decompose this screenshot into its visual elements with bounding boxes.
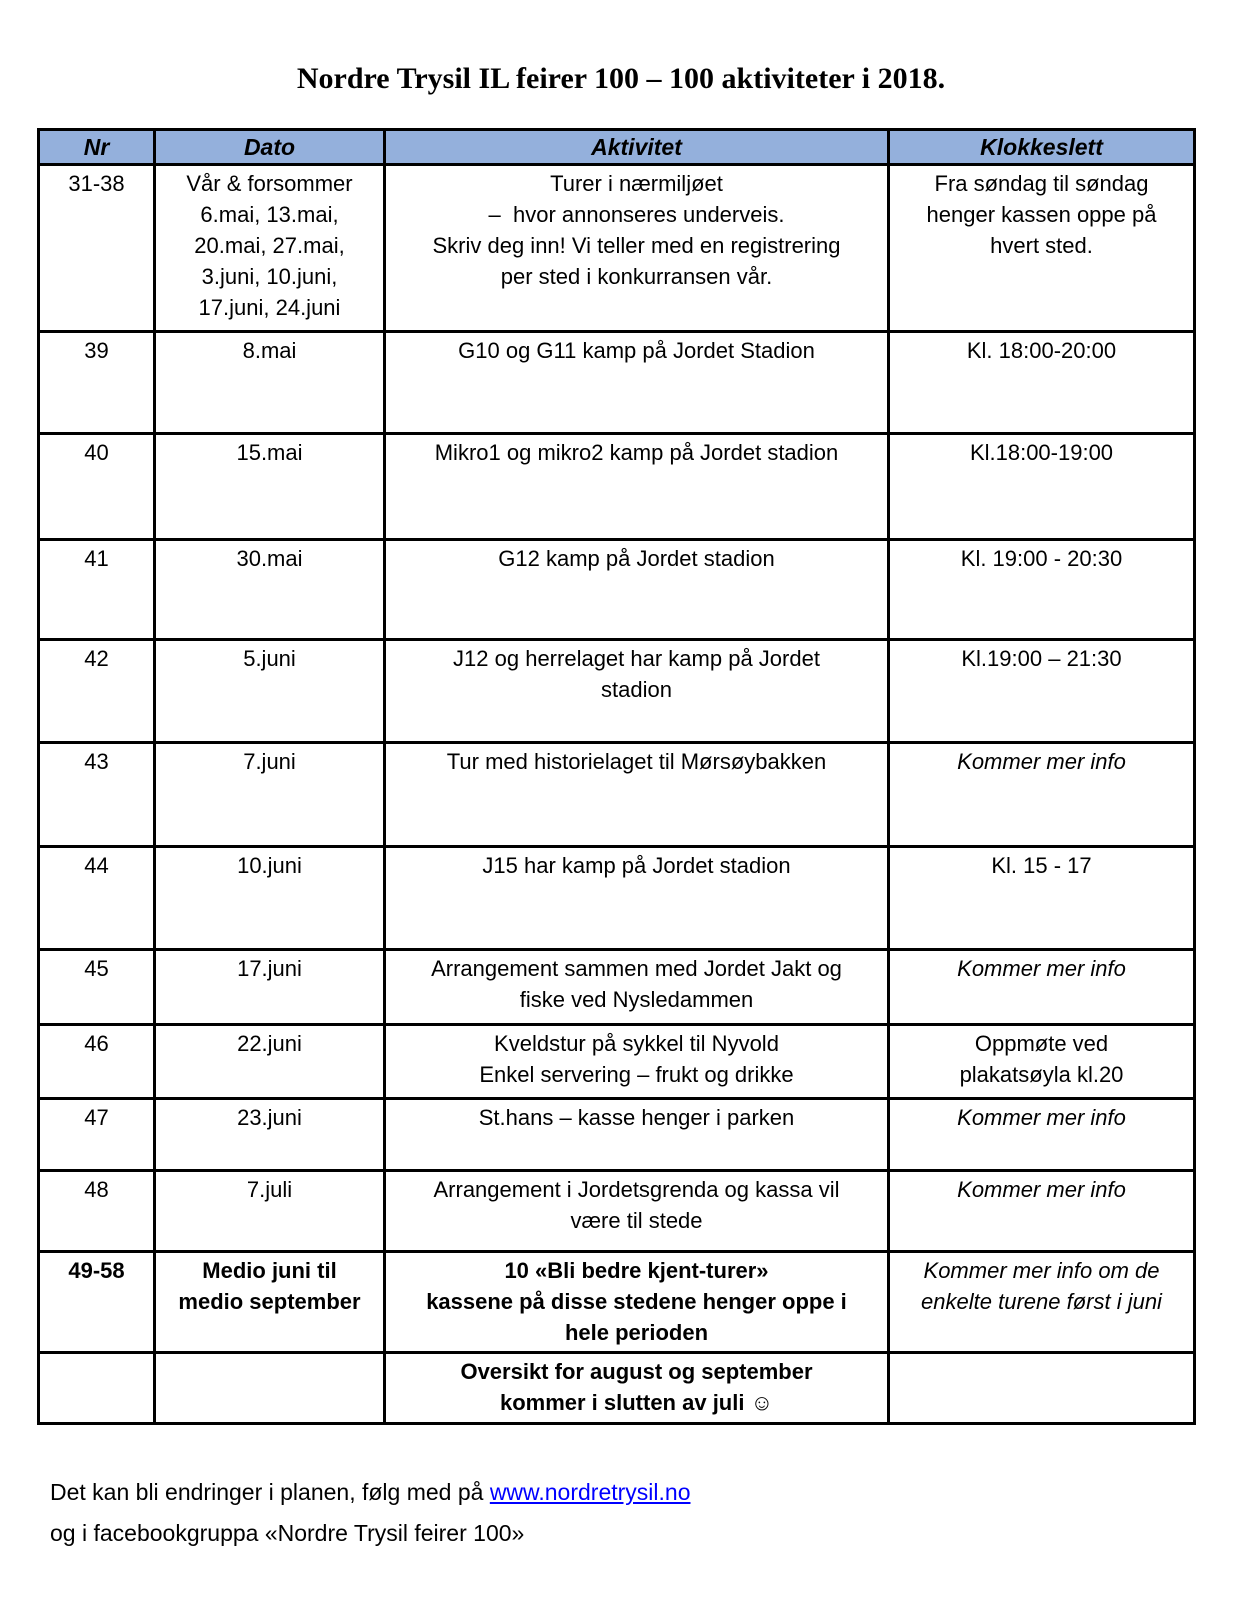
cell-dato (155, 540, 385, 640)
nordretrysil-link[interactable]: www.nordretrysil.no (489, 1479, 691, 1505)
table-row (39, 1353, 1195, 1424)
cell-klokkeslett (889, 1025, 1195, 1099)
text-line: Skriv deg inn! Vi teller med en registrering (432, 233, 841, 258)
cell-dato (155, 1353, 385, 1424)
cell-nr (39, 1353, 155, 1424)
text-line: Enkel servering – frukt og drikke (479, 1062, 794, 1087)
footer-note (50, 1472, 691, 1554)
cell-dato (155, 640, 385, 743)
text-line: Mikro1 og mikro2 kamp på Jordet stadion (434, 440, 839, 465)
text-line: J12 og herrelaget har kamp på Jordet (453, 646, 820, 671)
text-line: 39 (84, 338, 109, 363)
text-line: Kommer mer info om de (923, 1258, 1160, 1283)
cell-dato (155, 332, 385, 434)
cell-dato (155, 950, 385, 1025)
text-line: Kommer mer info (957, 749, 1126, 774)
cell-klokkeslett (889, 1252, 1195, 1353)
text-line: per sted i konkurransen vår. (500, 264, 773, 289)
table-row (39, 1171, 1195, 1252)
cell-klokkeslett (889, 165, 1195, 332)
text-line: 42 (84, 646, 109, 671)
page-title: Nordre Trysil IL feirer 100 – 100 aktiviteter i 2018. (296, 62, 946, 95)
cell-aktivitet (385, 640, 889, 743)
text-line: være til stede (570, 1208, 703, 1233)
text-line: Fra søndag til søndag (934, 171, 1149, 196)
footer-line-2: og i facebookgruppa «Nordre Trysil feirer 100» (50, 1520, 525, 1546)
table-row (39, 1025, 1195, 1099)
cell-dato (155, 165, 385, 332)
cell-nr (39, 434, 155, 540)
text-line: 17.juni (237, 956, 302, 981)
text-line: 7.juni (243, 749, 296, 774)
table-row (39, 540, 1195, 640)
text-line: 48 (84, 1177, 109, 1202)
text-line: enkelte turene først i juni (921, 1289, 1162, 1314)
text-line: 7.juli (246, 1177, 293, 1202)
table-row (39, 1252, 1195, 1353)
text-line: G10 og G11 kamp på Jordet Stadion (458, 338, 815, 363)
cell-aktivitet (385, 332, 889, 434)
text-line: fiske ved Nysledammen (519, 987, 754, 1012)
footer-line-1 (50, 1472, 691, 1513)
text-line: 49-58 (68, 1258, 125, 1283)
text-line: St.hans – kasse henger i parken (478, 1105, 795, 1130)
text-line: Kl. 15 - 17 (991, 853, 1092, 878)
cell-dato (155, 1025, 385, 1099)
cell-dato (155, 1099, 385, 1171)
text-line: 10.juni (237, 853, 302, 878)
text-line: 44 (84, 853, 109, 878)
cell-klokkeslett (889, 434, 1195, 540)
text-line: 46 (84, 1031, 109, 1056)
cell-klokkeslett (889, 332, 1195, 434)
cell-nr (39, 743, 155, 847)
text-line: G12 kamp på Jordet stadion (498, 546, 775, 571)
cell-klokkeslett (889, 1099, 1195, 1171)
cell-nr (39, 847, 155, 950)
cell-aktivitet (385, 743, 889, 847)
text-line: Kommer mer info (957, 1177, 1126, 1202)
text-line: 22.juni (237, 1031, 302, 1056)
text-line: 6.mai, 13.mai, (200, 202, 339, 227)
text-line: kommer i slutten av juli ☺ (499, 1390, 774, 1415)
text-line: 47 (84, 1105, 109, 1130)
text-line: 31-38 (68, 171, 125, 196)
cell-klokkeslett (889, 743, 1195, 847)
cell-aktivitet (385, 434, 889, 540)
cell-nr (39, 950, 155, 1025)
text-line: Arrangement sammen med Jordet Jakt og (431, 956, 842, 981)
text-line: henger kassen oppe på (926, 202, 1157, 227)
text-line: Oversikt for august og september (460, 1359, 813, 1384)
cell-dato (155, 743, 385, 847)
text-line: Vår & forsommer (186, 171, 353, 196)
cell-nr (39, 640, 155, 743)
cell-nr (39, 165, 155, 332)
header-dato: Dato (155, 130, 385, 165)
text-line: 10 «Bli bedre kjent-turer» (504, 1258, 769, 1283)
cell-klokkeslett (889, 1353, 1195, 1424)
footer-text: Det kan bli endringer i planen, følg med på (50, 1479, 490, 1505)
text-line: 30.mai (236, 546, 303, 571)
table-row (39, 1099, 1195, 1171)
table-row (39, 332, 1195, 434)
text-line: Oppmøte ved (974, 1031, 1109, 1056)
cell-nr (39, 332, 155, 434)
text-line: Kl. 19:00 - 20:30 (960, 546, 1123, 571)
text-line: Kommer mer info (957, 1105, 1126, 1130)
text-line: – hvor annonseres underveis. (488, 202, 785, 227)
text-line: 5.juni (243, 646, 296, 671)
cell-aktivitet (385, 950, 889, 1025)
header-aktivitet: Aktivitet (385, 130, 889, 165)
cell-dato (155, 1171, 385, 1252)
text-line: Arrangement i Jordetsgrenda og kassa vil (433, 1177, 840, 1202)
cell-dato (155, 1252, 385, 1353)
text-line: 20.mai, 27.mai, (194, 233, 345, 258)
text-line: hvert sted. (990, 233, 1093, 258)
text-line: Medio juni til (202, 1258, 337, 1283)
cell-dato (155, 434, 385, 540)
text-line: Kommer mer info (957, 956, 1126, 981)
cell-klokkeslett (889, 640, 1195, 743)
cell-aktivitet (385, 165, 889, 332)
cell-nr (39, 1099, 155, 1171)
table-row (39, 950, 1195, 1025)
text-line: 8.mai (242, 338, 297, 363)
text-line: 15.mai (236, 440, 303, 465)
cell-klokkeslett (889, 540, 1195, 640)
text-line: Kl. 18:00-20:00 (966, 338, 1117, 363)
text-line: kassene på disse stedene henger oppe i (426, 1289, 847, 1314)
table-row (39, 847, 1195, 950)
text-line: 3.juni, 10.juni, (201, 264, 338, 289)
cell-aktivitet (385, 1025, 889, 1099)
table-row (39, 165, 1195, 332)
text-line: hele perioden (564, 1320, 709, 1345)
cell-nr (39, 540, 155, 640)
text-line: Tur med historielaget til Mørsøybakken (446, 749, 827, 774)
text-line: 17.juni, 24.juni (198, 295, 341, 320)
cell-klokkeslett (889, 847, 1195, 950)
cell-nr (39, 1025, 155, 1099)
cell-klokkeslett (889, 950, 1195, 1025)
text-line: 45 (84, 956, 109, 981)
cell-aktivitet (385, 1171, 889, 1252)
table-row (39, 743, 1195, 847)
cell-dato (155, 847, 385, 950)
cell-aktivitet (385, 1252, 889, 1353)
cell-aktivitet (385, 1353, 889, 1424)
text-line: 23.juni (237, 1105, 302, 1130)
text-line: plakatsøyla kl.20 (959, 1062, 1124, 1087)
cell-klokkeslett (889, 1171, 1195, 1252)
activity-table (37, 128, 1196, 1425)
cell-nr (39, 1252, 155, 1353)
text-line: J15 har kamp på Jordet stadion (482, 853, 791, 878)
text-line: 43 (84, 749, 109, 774)
text-line: Turer i nærmiljøet (550, 171, 723, 196)
text-line: Kl.18:00-19:00 (969, 440, 1114, 465)
text-line: Kl.19:00 – 21:30 (961, 646, 1122, 671)
cell-aktivitet (385, 847, 889, 950)
header-nr: Nr (39, 130, 155, 165)
header-klokkeslett: Klokkeslett (889, 130, 1195, 165)
text-line: 41 (84, 546, 109, 571)
table-row (39, 640, 1195, 743)
text-line: 40 (84, 440, 109, 465)
cell-aktivitet (385, 1099, 889, 1171)
table-header-row (39, 130, 1195, 165)
text-line: Kveldstur på sykkel til Nyvold (494, 1031, 779, 1056)
text-line: stadion (601, 677, 672, 702)
table-row (39, 434, 1195, 540)
cell-nr (39, 1171, 155, 1252)
cell-aktivitet (385, 540, 889, 640)
text-line: medio september (178, 1289, 361, 1314)
